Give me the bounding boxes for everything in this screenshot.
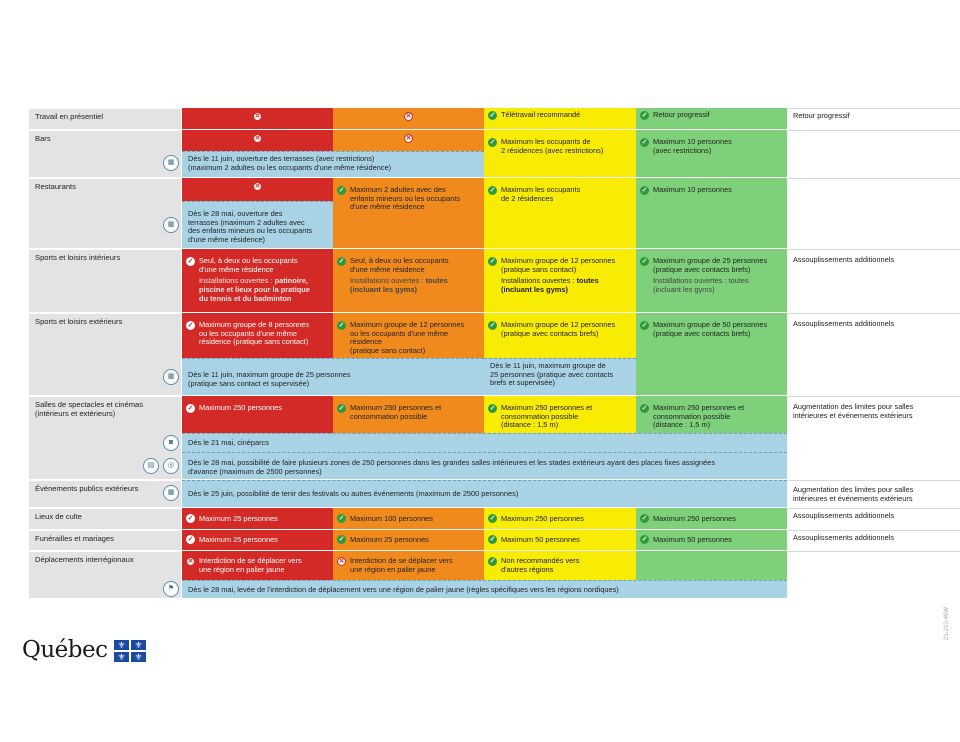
cell-green: [636, 178, 787, 248]
cell-text: Maximum 25 personnes: [199, 535, 278, 544]
cell-text: Maximum les occupants de 2 résidences: [501, 185, 581, 203]
cell-text: Maximum 50 personnes: [501, 535, 580, 544]
subtext-label: Installations ouvertes :: [653, 276, 729, 286]
check-circle-icon: ✓: [338, 536, 345, 543]
cell-red: [182, 551, 333, 580]
row-label-text: Événements publics extérieurs: [35, 484, 139, 493]
subtext-value: toutes (incluant les gyms): [653, 276, 749, 295]
cell-next-step: [788, 178, 960, 248]
cell-orange: [333, 508, 484, 529]
x-circle-icon: ✕: [254, 135, 261, 142]
calendar-icon: ▦: [163, 155, 179, 171]
x-circle-icon: ✕: [187, 558, 194, 565]
cell-orange: [333, 108, 484, 129]
row-label-text: Funérailles et mariages: [35, 534, 114, 543]
check-circle-icon: ✓: [187, 405, 194, 412]
cell-orange: [333, 313, 484, 358]
row-label-text: Sports et loisirs intérieurs: [35, 253, 121, 262]
note-text: Dès le 21 mai, cinéparcs: [188, 438, 269, 447]
cell-next-step: [788, 130, 960, 177]
cell-text: Augmentation des limites pour salles intérieures et événements extérieurs: [793, 485, 914, 503]
cell-yellow: [484, 178, 636, 248]
cell-subtext: [489, 277, 631, 294]
cell-text: Maximum les occupants de 2 résidences (avec restrictions): [501, 137, 604, 155]
row-label-evenements: [29, 480, 181, 507]
check-circle-icon: ✓: [338, 515, 345, 522]
row-label-text: Restaurants: [35, 182, 76, 191]
cell-yellow: [484, 396, 636, 433]
cell-text: Maximum 50 personnes: [653, 535, 732, 544]
check-circle-icon: ✓: [489, 112, 496, 119]
subtext-label: Installations ouvertes :: [199, 276, 275, 286]
cell-green: [636, 396, 787, 433]
x-circle-icon: ✕: [338, 558, 345, 565]
cell-yellow: [484, 108, 636, 129]
cell-text: Interdiction de se déplacer vers une région en palier jaune: [199, 556, 302, 574]
check-circle-icon: ✓: [641, 515, 648, 522]
x-circle-icon: ✕: [254, 113, 261, 120]
cell-subtext: [338, 277, 479, 294]
cell-text: Non recommandés vers d'autres régions: [501, 556, 580, 574]
cell-green: [636, 530, 787, 550]
cell-yellow: [484, 530, 636, 550]
check-circle-icon: ✓: [338, 258, 345, 265]
cell-subtext: [641, 277, 782, 294]
check-circle-icon: ✓: [641, 187, 648, 194]
subtext-value: toutes (incluant les gyms): [350, 276, 448, 295]
note-salles-2: [182, 452, 787, 479]
note-text: Dès le 28 mai, possibilité de faire plusieurs zones de 250 personnes dans les grandes salles intérieures et les stades extérieurs ayant des places fixes assignées d'avance (maximum de 2500 personnes): [188, 458, 716, 476]
cell-text: Maximum 250 personnes: [199, 403, 282, 412]
check-circle-icon: ✓: [187, 515, 194, 522]
cell-text: Seul, à deux ou les occupants d'une même résidence: [350, 256, 449, 274]
cell-orange: [333, 178, 484, 248]
cell-next-step: [788, 249, 960, 312]
cell-next-step: [788, 508, 960, 529]
check-circle-icon: ✓: [641, 322, 648, 329]
cell-subtext: [187, 277, 328, 303]
row-label-text: Travail en présentiel: [35, 112, 104, 121]
cell-yellow: [484, 130, 636, 177]
cell-green: [636, 313, 787, 395]
note-text: Dès le 25 juin, possibilité de tenir des festivals ou autres événements (maximum de 2500 personnes): [188, 489, 519, 498]
cell-text: Maximum groupe de 12 personnes (pratique avec contacts brefs): [501, 320, 616, 338]
check-circle-icon: ✓: [489, 515, 496, 522]
cell-text: Maximum 10 personnes (avec restrictions): [653, 137, 732, 155]
check-circle-icon: ✓: [489, 322, 496, 329]
cell-next-step: [788, 551, 960, 598]
cell-text: Maximum 10 personnes: [653, 185, 732, 194]
note-deplacements: [182, 580, 787, 598]
note-text: Dès le 28 mai, ouverture des terrasses (maximum 2 adultes avec des enfants mineurs ou les occupants d'une même résidence): [188, 209, 313, 245]
cell-orange: [333, 551, 484, 580]
cell-red: [182, 313, 333, 358]
row-label-text: Déplacements interrégionaux: [35, 555, 134, 564]
cell-text: Interdiction de se déplacer vers une région en palier jaune: [350, 556, 453, 574]
cell-red: [182, 178, 333, 201]
cell-orange: [333, 130, 484, 151]
check-circle-icon: ✓: [338, 405, 345, 412]
note-sports-exterieurs-1: [182, 358, 484, 395]
cell-text: Maximum groupe de 12 personnes ou les occupants d'une même résidence (pratique sans contact): [350, 320, 465, 356]
check-circle-icon: ✓: [187, 536, 194, 543]
row-label-deplacements: [29, 551, 181, 598]
cell-next-step: [788, 313, 960, 395]
x-circle-icon: ✕: [405, 135, 412, 142]
check-circle-icon: ✓: [641, 536, 648, 543]
cell-green: [636, 249, 787, 312]
calendar-icon: ▦: [163, 485, 179, 501]
cell-text: Télétravail recommandé: [501, 110, 581, 119]
note-evenements: [182, 480, 787, 507]
cell-next-step: [788, 108, 960, 129]
cell-text: Maximum groupe de 25 personnes (pratique avec contacts brefs): [653, 256, 768, 274]
check-circle-icon: ✓: [489, 536, 496, 543]
note-text: Dès le 11 juin, maximum groupe de 25 personnes (pratique avec contacts brefs et supervisée): [490, 361, 614, 388]
row-label-restaurants: [29, 178, 181, 248]
cell-red: [182, 396, 333, 433]
cell-text: Maximum groupe de 50 personnes (pratique avec contacts brefs): [653, 320, 768, 338]
cell-text: Augmentation des limites pour salles intérieures et événements extérieurs: [793, 402, 914, 420]
check-circle-icon: ✓: [641, 258, 648, 265]
check-circle-icon: ✓: [338, 322, 345, 329]
row-label-text: Lieux de culte: [35, 512, 82, 521]
cell-orange: [333, 249, 484, 312]
note-bars: [182, 151, 484, 177]
cell-red: [182, 530, 333, 550]
cell-text: Maximum 250 personnes et consommation possible: [350, 403, 442, 421]
cell-red: [182, 108, 333, 129]
calendar-icon: ▦: [163, 217, 179, 233]
cell-text: Retour progressif: [653, 110, 710, 119]
cell-yellow: [484, 551, 636, 580]
check-circle-icon: ✓: [641, 405, 648, 412]
cinema-icon: ◙: [163, 435, 179, 451]
cell-next-step: [788, 396, 960, 479]
note-text: Dès le 11 juin, maximum groupe de 25 personnes (pratique sans contact et supervisée): [188, 370, 351, 388]
note-sports-exterieurs-2: [484, 358, 636, 395]
cell-next-step: [788, 530, 960, 550]
cell-text: Assouplissements additionnels: [793, 255, 895, 264]
check-circle-icon: ✓: [489, 405, 496, 412]
cell-text: Maximum 2 adultes avec des enfants mineurs ou les occupants d'une même résidence: [350, 185, 461, 212]
check-circle-icon: ✓: [187, 258, 194, 265]
row-label-bars: [29, 130, 181, 177]
cell-green: [636, 508, 787, 529]
row-label-funerailles: [29, 530, 181, 550]
note-restaurants: [182, 201, 333, 248]
check-circle-icon: ✓: [338, 187, 345, 194]
cell-text: Maximum 25 personnes: [199, 514, 278, 523]
stadium-icon: ◎: [163, 458, 179, 474]
cell-text: Retour progressif: [793, 111, 850, 120]
subtext-label: Installations ouvertes :: [350, 276, 426, 286]
cell-text: Maximum groupe de 12 personnes (pratique sans contact): [501, 256, 616, 274]
quebec-logo: Québec: [22, 637, 108, 663]
cell-text: Maximum 250 personnes: [653, 514, 736, 523]
travel-icon: ⚑: [163, 581, 179, 597]
cell-text: Maximum 100 personnes: [350, 514, 433, 523]
document-code: 21-210-46W: [944, 606, 950, 640]
check-circle-icon: ✓: [489, 558, 496, 565]
check-circle-icon: ✓: [489, 139, 496, 146]
subtext-value: patinoire, piscine et lieux pour la pratique du tennis et du badminton: [199, 276, 310, 303]
cell-text: Maximum 250 personnes: [501, 514, 584, 523]
row-label-travail: [29, 108, 181, 129]
cell-text: Assouplissements additionnels: [793, 319, 895, 328]
x-circle-icon: ✕: [405, 113, 412, 120]
cell-yellow: [484, 249, 636, 312]
cell-red: [182, 508, 333, 529]
cell-green: [636, 130, 787, 177]
check-circle-icon: ✓: [489, 258, 496, 265]
subtext-label: Installations ouvertes :: [501, 276, 577, 286]
note-text: Dès le 11 juin, ouverture des terrasses (avec restrictions) (maximum 2 adultes ou les occupants d'une même résidence): [188, 154, 392, 172]
x-circle-icon: ✕: [254, 183, 261, 190]
cell-text: Assouplissements additionnels: [793, 511, 895, 520]
cell-text: Seul, à deux ou les occupants d'une même résidence: [199, 256, 298, 274]
cell-text: Maximum 250 personnes et consommation possible (distance : 1,5 m): [653, 403, 745, 430]
row-label-text: Salles de spectacles et cinémas (intérieurs et extérieurs): [35, 400, 144, 418]
cell-red: [182, 130, 333, 151]
cell-red: [182, 249, 333, 312]
check-circle-icon: ✓: [187, 322, 194, 329]
row-label-culte: [29, 508, 181, 529]
check-circle-icon: ✓: [489, 187, 496, 194]
calendar-icon: ▦: [163, 369, 179, 385]
row-label-text: Bars: [35, 134, 51, 143]
cell-text: Maximum groupe de 8 personnes ou les occupants d'une même résidence (pratique sans contact): [199, 320, 310, 347]
theater-icon: ▤: [143, 458, 159, 474]
cell-text: Assouplissements additionnels: [793, 533, 895, 542]
cell-green: [636, 108, 787, 129]
cell-orange: [333, 396, 484, 433]
note-salles-1: [182, 433, 787, 452]
note-text: Dès le 28 mai, levée de l'interdiction de déplacement vers une région de palier jaune (règles spécifiques vers les régions nordiques): [188, 585, 619, 594]
cell-next-step: [788, 480, 960, 507]
cell-text: Maximum 250 personnes et consommation possible (distance : 1,5 m): [501, 403, 593, 430]
quebec-flag-icon: ⚜ ⚜ ⚜ ⚜: [114, 640, 146, 662]
cell-green: [636, 551, 787, 580]
cell-text: Maximum 25 personnes: [350, 535, 429, 544]
cell-yellow: [484, 508, 636, 529]
check-circle-icon: ✓: [641, 112, 648, 119]
cell-orange: [333, 530, 484, 550]
cell-yellow: [484, 313, 636, 358]
row-label-sports-exterieurs: [29, 313, 181, 395]
subtext-value: toutes (incluant les gyms): [501, 276, 599, 295]
check-circle-icon: ✓: [641, 139, 648, 146]
row-label-sports-interieurs: [29, 249, 181, 312]
row-label-text: Sports et loisirs extérieurs: [35, 317, 123, 326]
